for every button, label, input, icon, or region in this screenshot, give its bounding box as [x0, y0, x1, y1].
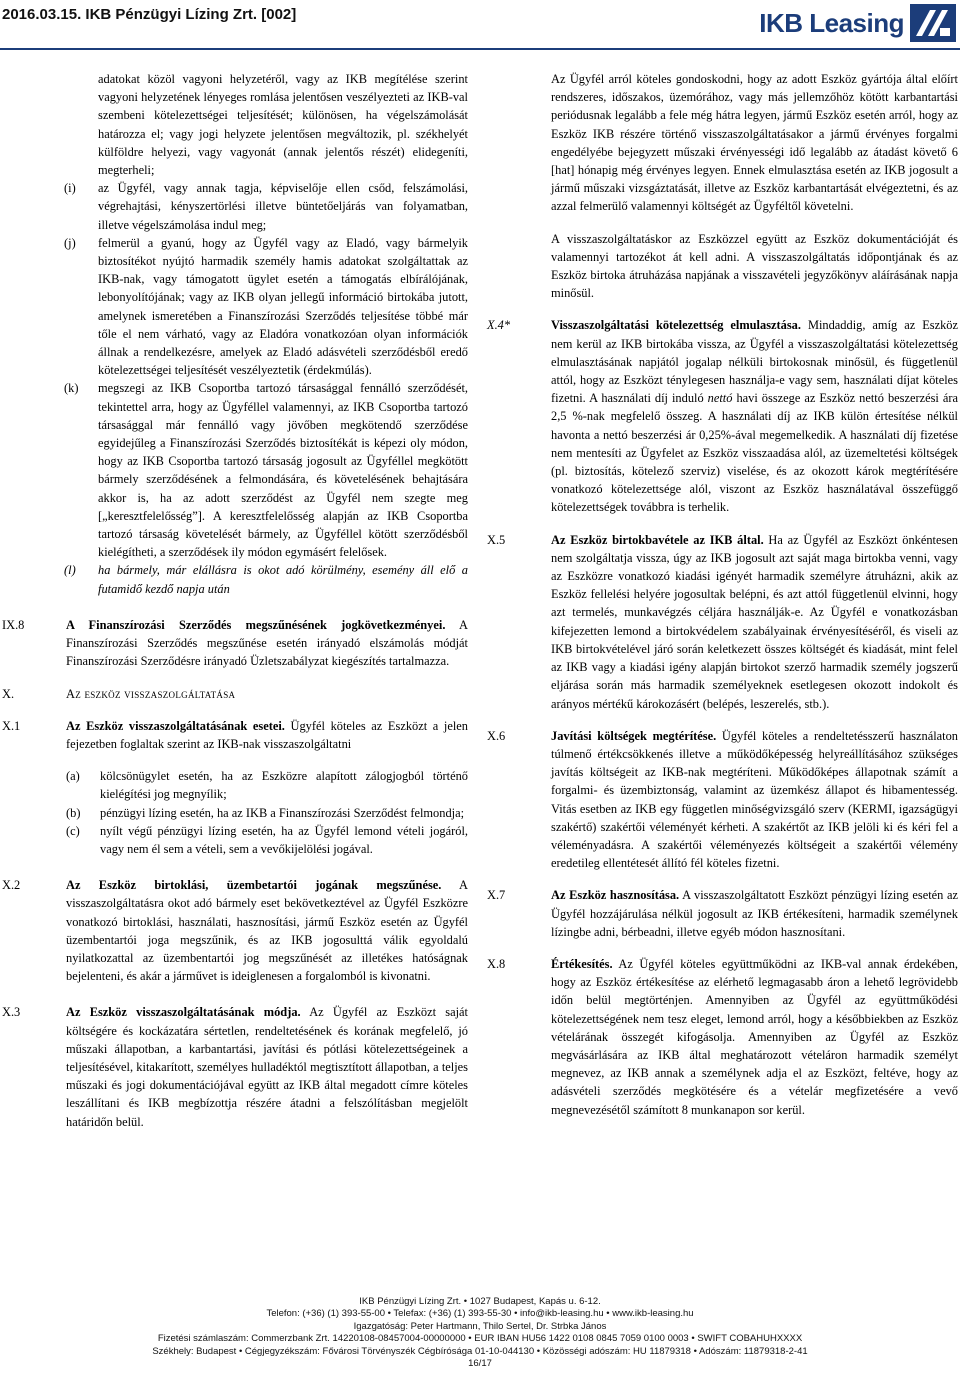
section-x3	[2, 1003, 468, 1130]
list-item-b	[2, 804, 468, 822]
list-text: pénzügyi lízing esetén, ha az IKB a Finanszírozási Szerződést felmondja;	[100, 805, 465, 820]
right-column	[487, 70, 958, 1119]
list-item-c	[2, 822, 468, 858]
section-text: A visszaszolgáltatott Eszközt pénzügyi lízing esetén az Ügyfél hozzájárulása nélkül jogosult az IKB értékesíteni, harmadik személynek lízingbe adni, bérbeadni, illetve egyéb módon hasznosítani.	[551, 888, 958, 939]
left-column	[2, 70, 468, 1131]
section-ix8	[2, 616, 468, 671]
page-number: 16/17	[468, 1358, 492, 1370]
chapter-number: X.	[2, 686, 15, 701]
section-x2	[2, 876, 468, 985]
section-text: Ügyfél köteles a rendeltetésszerű használaton túlmenő értékcsökkenés illetve a működőképesség helyreállításához szükséges javítás költségeit az IKB-nak megtéríteni. Működőképes állapotnak számít a forgalmi- és üzembiztonság, valamint az üzemkész állapot és hibamentesség. Vitás esetben az IKB egy független minőségvizsgáló szerv (KERMI, igazságügyi szakértő) szakértői véleményét kérheti. A szakértőt az IKB jelöli ki és kéri fel a véleményadásra. A szakértői véleményezés költségeit a szakértői vélemény eredetileg ellentétesét állító fél köteles fizetni.	[551, 728, 958, 871]
section-heading: Az Eszköz birtokbavétele az IKB által.	[551, 532, 764, 547]
list-text: felmerül a gyanú, hogy az Ügyfél vagy az Eladó, vagy bármelyik biztosítékot nyújtó harmadik személy hamis adatokat szolgáltattak az IKB-nak, vagy támogatott ügylet esetén a támogatás elbírálójának, lebonyolítójának; vagy az IKB olyan jellegű információ birtokába jutott, amelynek ismeretében a Finanszírozási Szerződés teljesítése többé már tőle el nem várható, vagy az Eladóra vonatkozóan olyan információk állnak a rendelkezésre, amelyek az Eladó adásvételi szerződésből eredő kötelezettségei teljesítését veszélyeztetik (érdekmúlás).	[98, 235, 468, 378]
section-text: Ügyfél köteles az Eszközt a jelen fejezetben foglaltak szerint az IKB-nak visszaszolgáltatni	[66, 718, 468, 751]
section-heading: Javítási költségek megtérítése.	[551, 728, 717, 743]
section-italic-text: nettó	[707, 391, 733, 406]
footer-bank: Fizetési számlaszám: Commerzbank Zrt. 14220108-08457004-00000000 • EUR IBAN HU56 1422 0108 0845 7059 0100 0003 • SWIFT COBAHUHXXXX	[157, 1333, 803, 1345]
list-label: (j)	[64, 235, 76, 250]
list-label: (c)	[66, 823, 80, 838]
section-text: Az Ügyfél az Eszközt saját költségére és kockázatára sértetlen, rendeltetésének és korának megfelelő, jó műszaki állapotban, a karbantartási, javítási és pótlási kötelezettségeinek a teljesítésével, kitakarított, személyes hulladéktól megtisztított állapotban, a teljes műszaki és jogi dokumentációjával együtt az IKB által megadott címre köteles leszállítani és IKB megbízottja részére átadni a felszólításban megjelölt határidőn belül.	[66, 1005, 468, 1129]
section-text: Az Ügyfél köteles együttműködni az IKB-val annak érdekében, hogy az Eszköz értékesítése az elérhető legmagasabb áron a lehető legrövidebb időn belül megtörténjen. Amennyiben az Ügyfél az együttműködési kötelezettségének nem tesz eleget, lemond arról, hogy a későbbiekben az Eszköz vételárának összegét kifogásolja. Amennyiben az Ügyfél az Eszköz megvásárlására az IKB által meghatározott vételáron harmadik személyt megnevez, az IKB annak a személynek adja el az Eszközt, feltéve, hogy az adásvételi szerződés megkötésére és a vételár megfizetésére a vevő megnevezésétől számított 8 munkanapon sor kerül.	[551, 956, 958, 1117]
section-heading: Az Eszköz birtoklási, üzembetartói jogának megszűnése.	[66, 878, 442, 893]
section-heading: Az Eszköz visszaszolgáltatásának módja.	[66, 1005, 301, 1020]
section-x4	[487, 316, 958, 516]
footer-board: Igazgatóság: Peter Hartmann, Thilo Sertel, Dr. Strbka János	[353, 1320, 607, 1332]
section-number: X.3	[2, 1005, 21, 1020]
footer-company-address: IKB Pénzügyi Lízing Zrt. • 1027 Budapest, Kapás u. 6-12.	[359, 1296, 601, 1307]
intro-paragraph: adatokat közöl vagyoni helyzetéről, vagy az IKB megítélése szerint vagyoni helyzetének lényeges romlása jelentősen veszélyezteti az IKB-val szembeni kötelezettségei teljesítését; különösen, ha végelszámolását határozza el; vagy jogi helyzete jelentősen megváltozik, pl. székhelyét külföldre helyezi, vagy vagyonát (annak jelentős részét) elidegeníti, megterheli;	[98, 72, 468, 178]
list-text: az Ügyfél, vagy annak tagja, képviselője ellen csőd, felszámolási, végrehajtási, kényszertörlési illetve büntetőeljárás van folyamatban, illetve végelszámolása indul meg;	[98, 181, 468, 232]
section-number: X.5	[487, 532, 506, 547]
list-text: megszegi az IKB Csoportba tartozó társasággal fennálló szerződését, tekintettel arra, hogy az Ügyféllel valamennyi, az IKB Csoportba tartozó társasággal már fennálló vagy jövőben megkötendő szerződése egyidejűleg a Finanszírozási Szerződés biztosítékát is képezi oly módon, hogy az IKB Csoportba tartozó társaság jogosult az Ügyféllel megkötött bármely szerződésének a felmondására, és követelésének behajtására akkor is, ha az adott szerződést az Ügyfél nem szegte meg [„keresztfelelősség”]. A keresztfelelősség alapján az IKB Csoportba tartozó társaság követelését bármely, az Ügyféllel kötött szerződésből kielégítheti, a szerződések ily módon egymásért felelősek.	[98, 381, 468, 560]
page-footer	[140, 1296, 820, 1370]
header-rule	[0, 48, 960, 50]
section-x1	[2, 717, 468, 753]
section-heading: A Finanszírozási Szerződés megszűnésének jogkövetkezményei.	[66, 617, 446, 632]
section-number: X.1	[2, 718, 21, 733]
section-number: X.7	[487, 888, 506, 903]
section-number: IX.8	[2, 617, 25, 632]
section-text: havi összege az Eszköz nettó beszerzési ára 2,5 %-nak megfelelő összeg. A használati díj az IKB külön értesítése nélkül havonta a nettó beszerzési ár 0,25%-ával megemelkedik. A használati díj fizetése nem mentesíti az Ügyfelet az Eszköz visszaadása alól, az üzemeltetési költségek (pl. biztosítás, kötelező szerviz) viselése, és az okozott károk megtérítésére vonatkozó kötelezettsége alól, viszont az Eszköz használatával összefüggő kötelezettségek továbbra is terhelik.	[551, 391, 958, 515]
chapter-x	[2, 685, 468, 703]
section-number: X.8	[487, 956, 506, 971]
section-text: A visszaszolgáltatásra okot adó bármely eset bekövetkeztével az Ügyfél Eszközre vonatkozó birtoklási, használati, hasznosítási, jármű Eszköz esetén az Ügyfél üzembentartói joga megszűnik, és az IKB jogosulttá válik egyoldalú nyilatkozattal az üzembentartói jog megszűnését az illetékes hatóságnak bejelenteni, és akár a járművet is ideiglenesen a forgalomból is kivonatni.	[66, 878, 468, 984]
brand-name: IKB Leasing	[759, 7, 904, 38]
section-heading: Értékesítés.	[551, 956, 613, 971]
list-text: ha bármely, már elállásra is okot adó körülmény, esemény áll elő a futamidő kezdő napja után	[98, 563, 468, 596]
section-number: X.6	[487, 728, 506, 743]
list-item-l	[2, 561, 468, 597]
section-x6	[487, 727, 958, 873]
list-label: (b)	[66, 805, 81, 820]
list-label: (a)	[66, 769, 80, 784]
list-text: nyílt végű pénzügyi lízing esetén, ha az Ügyfél lemond vételi jogáról, vagy nem él sem a vételi, sem a vevőkijelölési jogával.	[100, 823, 468, 856]
section-text: Ha az Ügyfél az Eszközt önkéntesen nem szolgáltatja vissza, úgy az IKB jogosult azt saját maga birtokba venni, vagy az Eszközre vonatkozó kiadási igényét harmadik személyre átruházni, akik az Eszköz fellelési helyére jogosultak belépni, és azt attól függetlenül elvinni, hogy azt termelés, munkavégzés céljára használják-e. Az Ügyfél e vonatkozásban kifejezetten lemond a birtokvédelem szabályainak érvényesítéséről, és viseli az IKB birtokvételével járó során keletkezett összes költségét és kiadását, mint felel az IKB vagy a kiadási igény alapján birtokot szerző harmadik személy jogszerű eljárása során más harmadik személyeknek esetlegesen okozott indokolt és arányos mértékű károkozásért (belépés, leszerelés, stb.).	[551, 532, 959, 711]
paragraph-maintenance: Az Ügyfél arról köteles gondoskodni, hogy az adott Eszköz gyártója által előírt rendszeres, időszakos, üzemórához, vagy más jellemzőhöz kötött karbantartási periódusnak legalább a fele még hátra legyen, jármű Eszköz esetén arról, hogy az Eszköz IKB részére történő visszaszolgáltatásakor a jármű érvényes forgalmi engedélyébe bejegyzett műszaki érvényességi idő legalább az átadást követő 6 [hat] hónapig még érvényes legyen. Ennek elmulasztása esetén az IKB jogosult a jármű műszaki vizsgáztatását, illetve az Eszköz karbantartását elvégeztetni, és az azzal felmerülő valamennyi költségét az Ügyféltől követelni.	[551, 72, 958, 214]
section-text: A Finanszírozási Szerződés megszűnése esetén irányadó elszámolás módját Finanszírozási Szerződésre irányadó Üzletszabályzat kiegészítés tartalmazza.	[66, 617, 468, 669]
list-label: (i)	[64, 181, 76, 196]
footer-contact: Telefon: (+36) (1) 393-55-00 • Telefax: (+36) (1) 393-55-30 • info@ikb-leasing.hu • www.ikb-leasing.hu	[266, 1308, 694, 1320]
section-heading: Az Eszköz hasznosítása.	[551, 888, 680, 903]
section-x8	[487, 955, 958, 1119]
document-header-title: 2016.03.15. IKB Pénzügyi Lízing Zrt. [002]	[2, 6, 297, 23]
footer-registry: Székhely: Budapest • Cégjegyzékszám: Fővárosi Törvényszék Cégbírósága 01-10-044130 • Közösségi adószám: HU 11879318 • Adószám: 11879318-2-41	[152, 1345, 808, 1357]
paragraph-handover: A visszaszolgáltatáskor az Eszközzel együtt az Eszköz dokumentációját és valamennyi tartozékot át kell adni. A visszaszolgáltatás időpontjának és az Eszköz birtoka átruházása napjának a visszavételi jegyzőkönyv aláírásának napja minősül.	[551, 231, 958, 301]
chapter-title: Az eszköz visszaszolgáltatása	[66, 686, 236, 701]
list-item-i	[2, 179, 468, 234]
brand-logo	[759, 2, 956, 44]
ikb-logo-icon	[910, 4, 956, 42]
list-item-k	[2, 379, 468, 561]
list-text: kölcsönügylet esetén, ha az Eszközre alapított zálogjogból történő kielégítési jog megnyílik;	[100, 769, 468, 802]
section-heading: Visszaszolgáltatási kötelezettség elmulasztása.	[551, 318, 801, 333]
list-item-a	[2, 767, 468, 803]
list-label: (l)	[64, 563, 76, 578]
section-x7	[487, 886, 958, 941]
section-heading: Az Eszköz visszaszolgáltatásának esetei.	[66, 718, 285, 733]
section-text: Mindaddig, amíg az Eszköz nem kerül az IKB birtokába vissza, az Ügyfél a visszaszolgáltatási kötelezettség elmulasztásának napjától jogalap nélküli birtokosnak minősül, és függetlenül attól, hogy az Eszközt ténylegesen használja-e vagy sem, használati díjat köteles fizetni. A használati díj induló	[551, 318, 958, 406]
list-item-j	[2, 234, 468, 380]
section-x5	[487, 531, 958, 713]
list-label: (k)	[64, 381, 79, 396]
section-number: X.4*	[487, 318, 511, 333]
section-number: X.2	[2, 878, 21, 893]
